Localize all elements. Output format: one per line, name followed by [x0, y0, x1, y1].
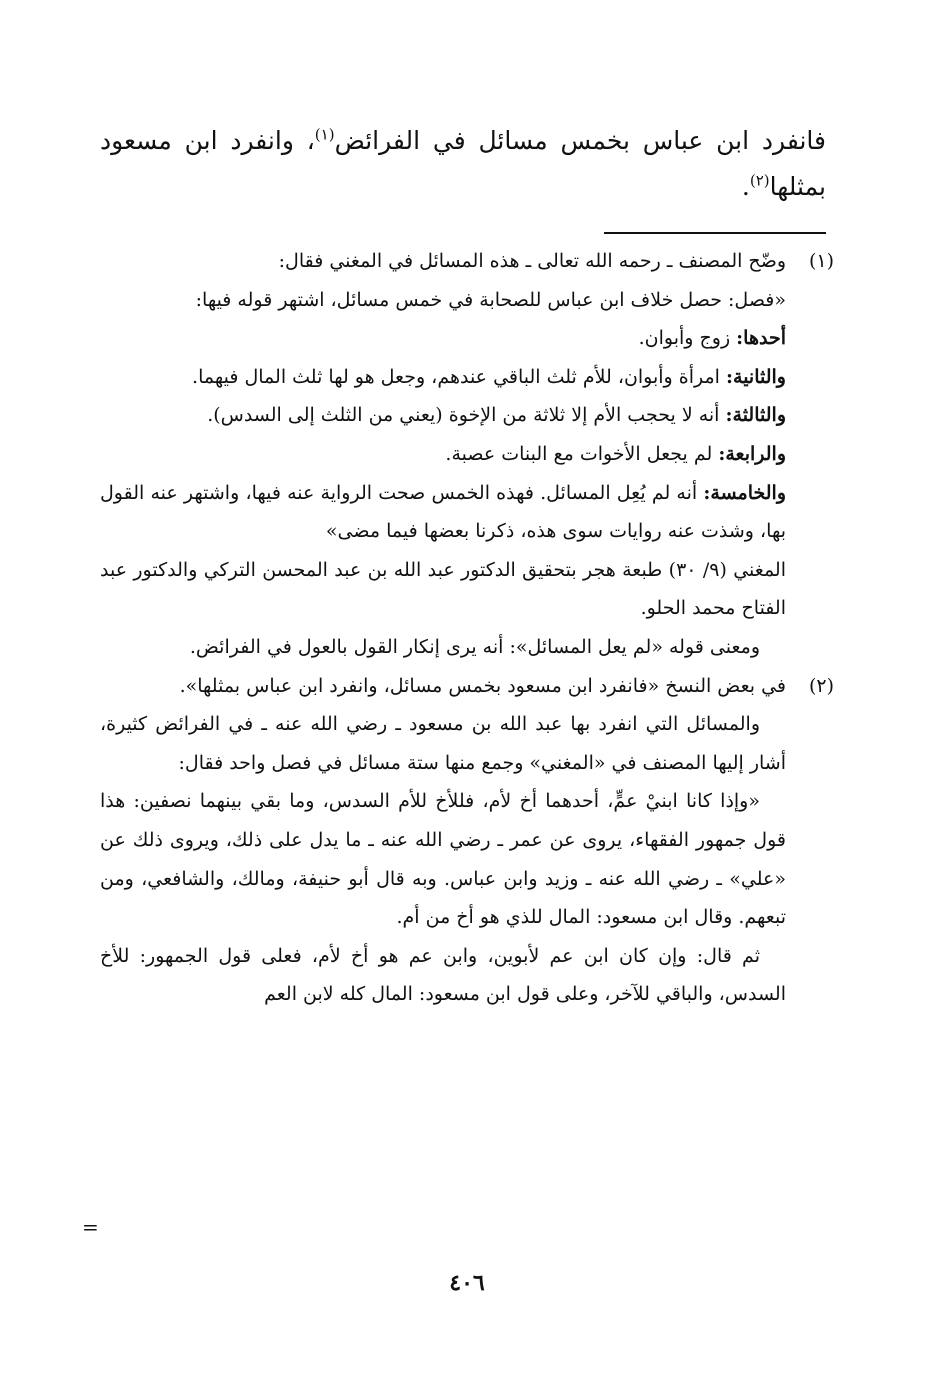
- footnote-1-item-5: [100, 474, 786, 551]
- footnote-2-variant: في بعض النسخ «فانفرد ابن مسعود بخمس مسائل، وانفرد ابن عباس بمثلها».: [179, 674, 786, 697]
- footnote-1-intro: وضّح المصنف ـ رحمه الله تعالى ـ هذه المسائل في المغني فقال:: [278, 250, 786, 272]
- footnote-2: [100, 667, 834, 1014]
- footnote-1-item-2: [100, 358, 786, 397]
- item-text: امرأة وأبوان، للأم ثلث الباقي عندهم، وجعل هو لها ثلث المال فيهما.: [192, 365, 726, 388]
- footnote-2-paragraph-2: «وإذا كانا ابنيْ عمٍّ، أحدهما أخ لأم، فللأخ للأم السدس، وما بقي بينهما نصفين: هذا قول جمهور الفقهاء، يروى عن عمر ـ رضي الله عنه ـ ما يدل على ذلك، ويروى ذلك عن «علي» ـ رضي الله عنه ـ وزيد وابن عباس. وبه قال أبو حنيفة، ومالك، والشافعي، ومن تبعهم. وقال ابن مسعود: المال للذي هو أخ من أم.: [100, 790, 786, 929]
- footnote-2-number: (٢): [808, 674, 834, 697]
- footnote-1-item-4: [100, 435, 786, 474]
- page-number: ٤٠٦: [449, 1270, 485, 1296]
- footnotes: [100, 242, 834, 1014]
- main-text: [100, 118, 826, 210]
- footnote-reference-1: (١): [314, 125, 335, 144]
- main-text-part1: فانفرد ابن عباس بخمس مسائل في الفرائض: [334, 126, 826, 155]
- main-text-end: .: [741, 172, 750, 201]
- footnote-1: [100, 242, 834, 667]
- item-text: زوج وأبوان.: [638, 327, 737, 350]
- footnote-1-number: (١): [808, 250, 834, 272]
- item-label: والثالثة:: [725, 404, 786, 427]
- item-text: أنه لا يحجب الأم إلا ثلاثة من الإخوة (يعني من الثلث إلى السدس).: [207, 404, 726, 427]
- footnote-2-paragraph-1: والمسائل التي انفرد بها عبد الله بن مسعود ـ رضي الله عنه ـ في الفرائض كثيرة، أشار إليها المصنف في «المغني» وجمع منها ستة مسائل في فصل واحد فقال:: [100, 713, 786, 774]
- main-text-part2: ، وانفرد ابن مسعود بمثلها: [100, 126, 826, 201]
- footnote-1-item-1: [100, 319, 786, 358]
- item-text: لم يجعل الأخوات مع البنات عصبة.: [445, 442, 719, 465]
- footnote-1-item-3: [100, 396, 786, 435]
- footnote-separator: [604, 232, 826, 234]
- item-label: والثانية:: [726, 365, 786, 388]
- item-label: أحدها:: [736, 327, 786, 350]
- footnote-1-meaning: ومعنى قوله «لم يعل المسائل»: أنه يرى إنكار القول بالعول في الفرائض.: [189, 635, 760, 658]
- item-label: والرابعة:: [718, 442, 786, 465]
- footnote-1-source: المغني (٩/ ٣٠) طبعة هجر بتحقيق الدكتور عبد الله بن عبد المحسن التركي والدكتور عبد الفتاح محمد الحلو.: [100, 558, 786, 620]
- footnote-2-paragraph-3: ثم قال: وإن كان ابن عم لأبوين، وابن عم هو أخ لأم، فعلى قول الجمهور: للأخ السدس، والباقي للآخر، وعلى قول ابن مسعود: المال كله لابن العم: [100, 944, 786, 1006]
- footnote-reference-2: (٢): [749, 171, 770, 190]
- item-label: والخامسة:: [703, 481, 786, 504]
- main-paragraph: [100, 118, 826, 210]
- continuation-mark: =: [82, 1215, 99, 1239]
- item-text: أنه لم يُعِل المسائل. فهذه الخمس صحت الرواية عنه فيها، واشتهر عنه القول بها، وشذت عنه روايات سوى هذه، ذكرنا بعضها فيما مضى»: [100, 481, 786, 543]
- footnote-1-quote: «فصل: حصل خلاف ابن عباس للصحابة في خمس مسائل، اشتهر قوله فيها:: [195, 288, 786, 311]
